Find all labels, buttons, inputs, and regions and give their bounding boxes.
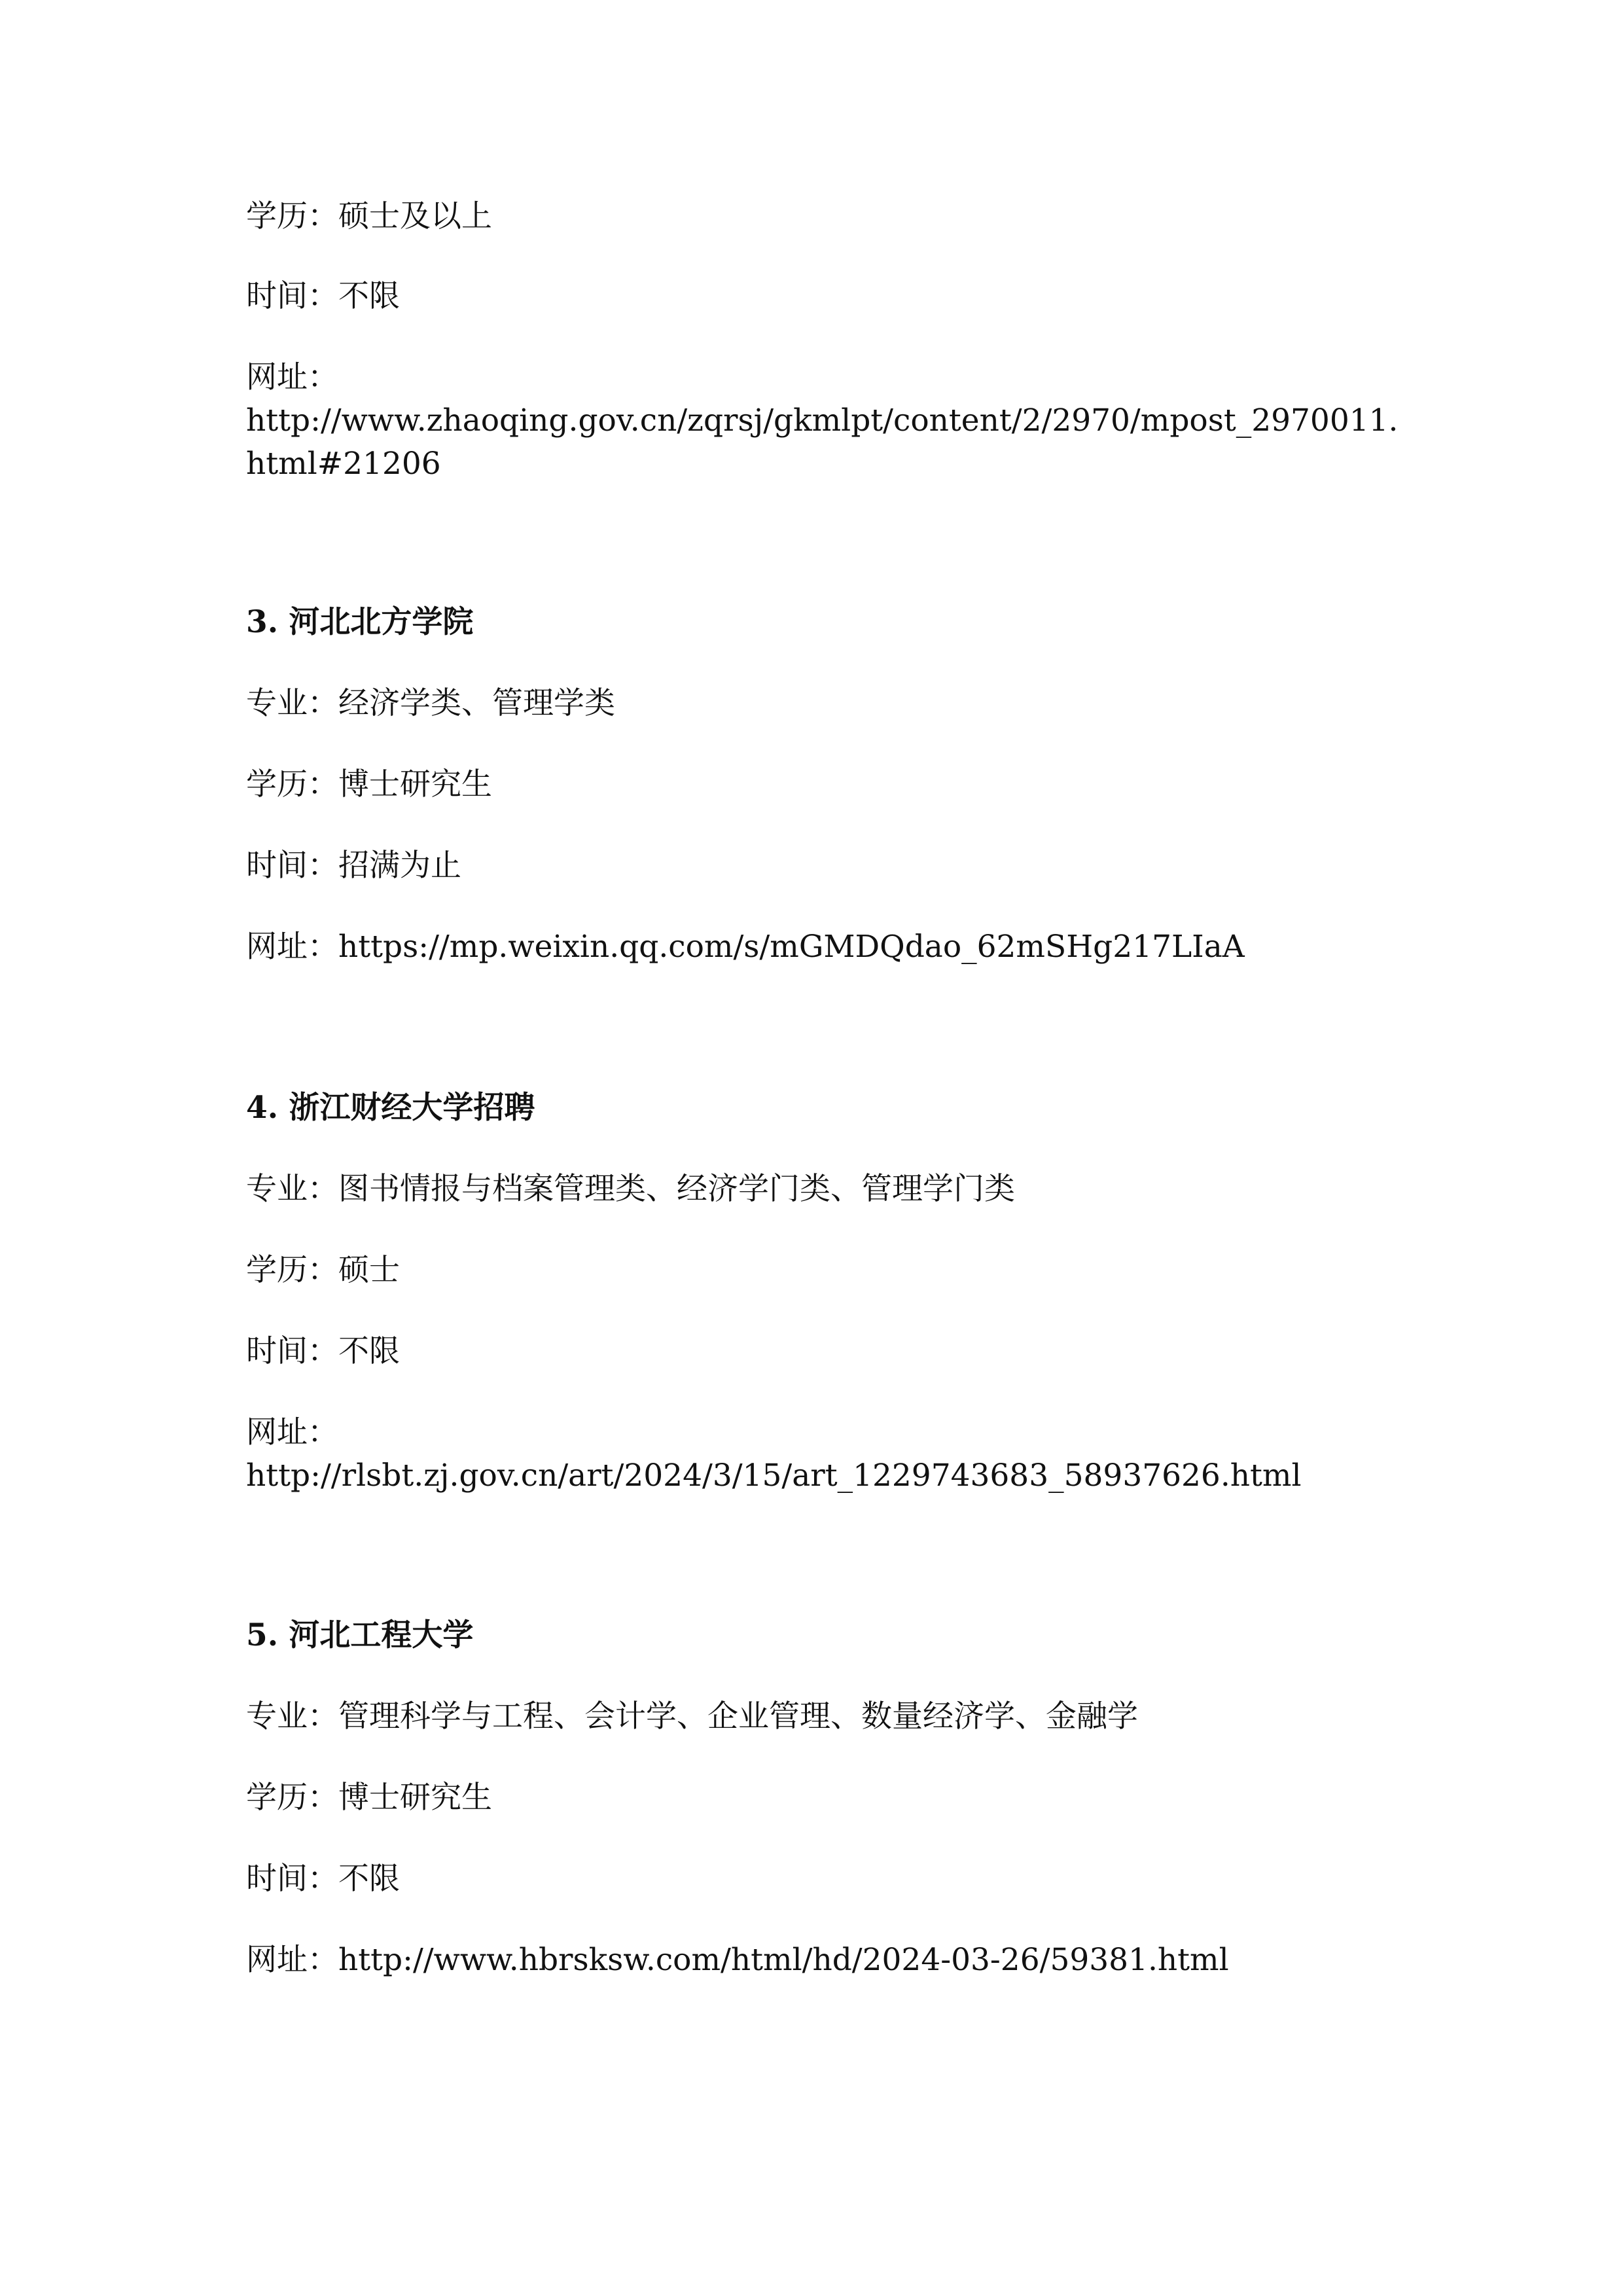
section3-education: 学历：博士研究生 xyxy=(246,766,492,802)
section5-title: 5. 河北工程大学 xyxy=(246,1617,474,1653)
section4-time: 时间：不限 xyxy=(246,1333,400,1369)
section5-url[interactable]: 网址：http://www.hbrsksw.com/html/hd/2024-03-26/59381.html xyxy=(246,1942,1229,1978)
section2-url-label: 网址： xyxy=(246,359,338,395)
section2-education: 学历：硕士及以上 xyxy=(246,198,492,234)
section3-time: 时间：招满为止 xyxy=(246,848,461,884)
section4-education: 学历：硕士 xyxy=(246,1252,400,1288)
section5-time: 时间：不限 xyxy=(246,1861,400,1897)
section2-time: 时间：不限 xyxy=(246,278,400,314)
section3-url[interactable]: 网址：https://mp.weixin.qq.com/s/mGMDQdao_62mSHg217LIaA xyxy=(246,929,1245,965)
section3-major: 专业：经济学类、管理学类 xyxy=(246,685,615,721)
section2-url-line1[interactable]: http://www.zhaoqing.gov.cn/zqrsj/gkmlpt/content/2/2970/mpost_2970011. xyxy=(246,403,1399,439)
section4-url-line1[interactable]: http://rlsbt.zj.gov.cn/art/2024/3/15/art_1229743683_58937626.html xyxy=(246,1458,1302,1494)
section4-major: 专业：图书情报与档案管理类、经济学门类、管理学门类 xyxy=(246,1171,1015,1207)
section2-url-line2[interactable]: html#21206 xyxy=(246,446,441,482)
section4-url-label: 网址： xyxy=(246,1414,338,1450)
section5-major: 专业：管理科学与工程、会计学、企业管理、数量经济学、金融学 xyxy=(246,1698,1138,1734)
section5-education: 学历：博士研究生 xyxy=(246,1780,492,1816)
section4-title: 4. 浙江财经大学招聘 xyxy=(246,1090,535,1126)
section3-title: 3. 河北北方学院 xyxy=(246,604,474,640)
